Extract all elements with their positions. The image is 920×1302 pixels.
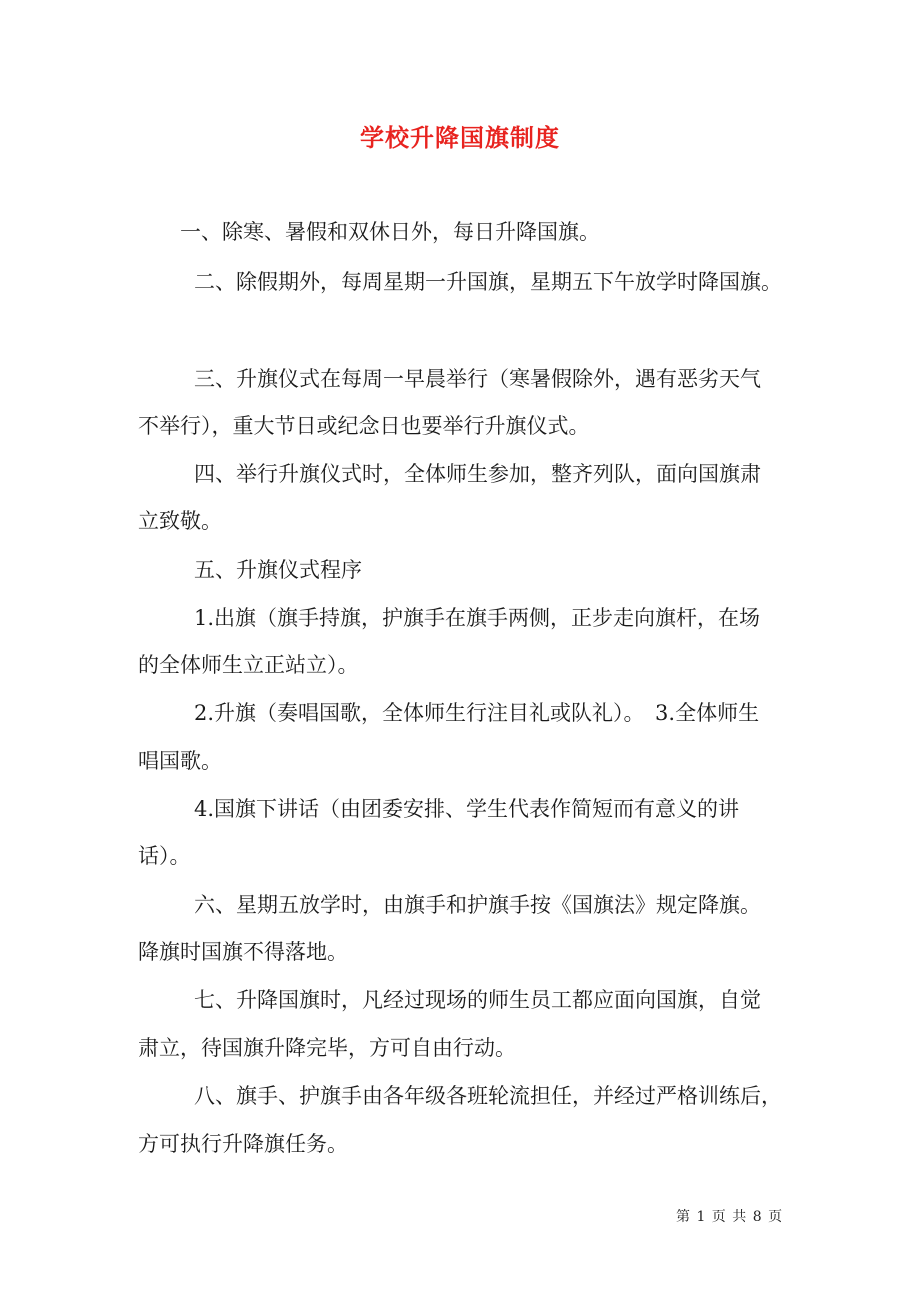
- rule-line-8: 1.出旗（旗手持旗，护旗手在旗手两侧，正步走向旗杆，在场: [194, 606, 761, 630]
- rule-line-12: 4.国旗下讲话（由团委安排、学生代表作简短而有意义的讲: [194, 797, 740, 821]
- rule-line-18: 八、旗手、护旗手由各年级各班轮流担任，并经过严格训练后，: [194, 1084, 782, 1108]
- rule-line-13: 话）。: [138, 844, 191, 868]
- document-title: 学校升降国旗制度: [360, 123, 560, 152]
- rule-line-17: 肃立，待国旗升降完毕，方可自由行动。: [138, 1036, 516, 1060]
- rule-line-14: 六、星期五放学时，由旗手和护旗手按《国旗法》规定降旗。: [194, 893, 761, 917]
- rule-line-4: 不举行），重大节日或纪念日也要举行升旗仪式。: [138, 414, 590, 438]
- rule-line-2: 二、除假期外，每周星期一升国旗，星期五下午放学时降国旗。: [194, 270, 782, 294]
- rule-line-1: 一、除寒、暑假和双休日外，每日升降国旗。: [180, 220, 600, 244]
- rule-line-19: 方可执行升降旗任务。: [138, 1132, 348, 1156]
- rule-line-6: 立致敬。: [138, 509, 222, 533]
- page-number-footer: 第 1 页 共 8 页: [676, 1209, 783, 1225]
- rule-line-10: 2.升旗（奏唱国歌，全体师生行注目礼或队礼）。 3.全体师生: [194, 701, 760, 725]
- rule-line-7: 五、升旗仪式程序: [194, 558, 362, 582]
- rule-line-11: 唱国歌。: [138, 749, 222, 773]
- rule-line-16: 七、升降国旗时，凡经过现场的师生员工都应面向国旗，自觉: [194, 988, 761, 1012]
- rule-line-5: 四、举行升旗仪式时，全体师生参加，整齐列队，面向国旗肃: [194, 462, 761, 486]
- rule-line-15: 降旗时国旗不得落地。: [138, 940, 348, 964]
- rule-line-9: 的全体师生立正站立）。: [138, 653, 359, 677]
- rule-line-3: 三、升旗仪式在每周一早晨举行（寒暑假除外，遇有恶劣天气: [194, 367, 761, 391]
